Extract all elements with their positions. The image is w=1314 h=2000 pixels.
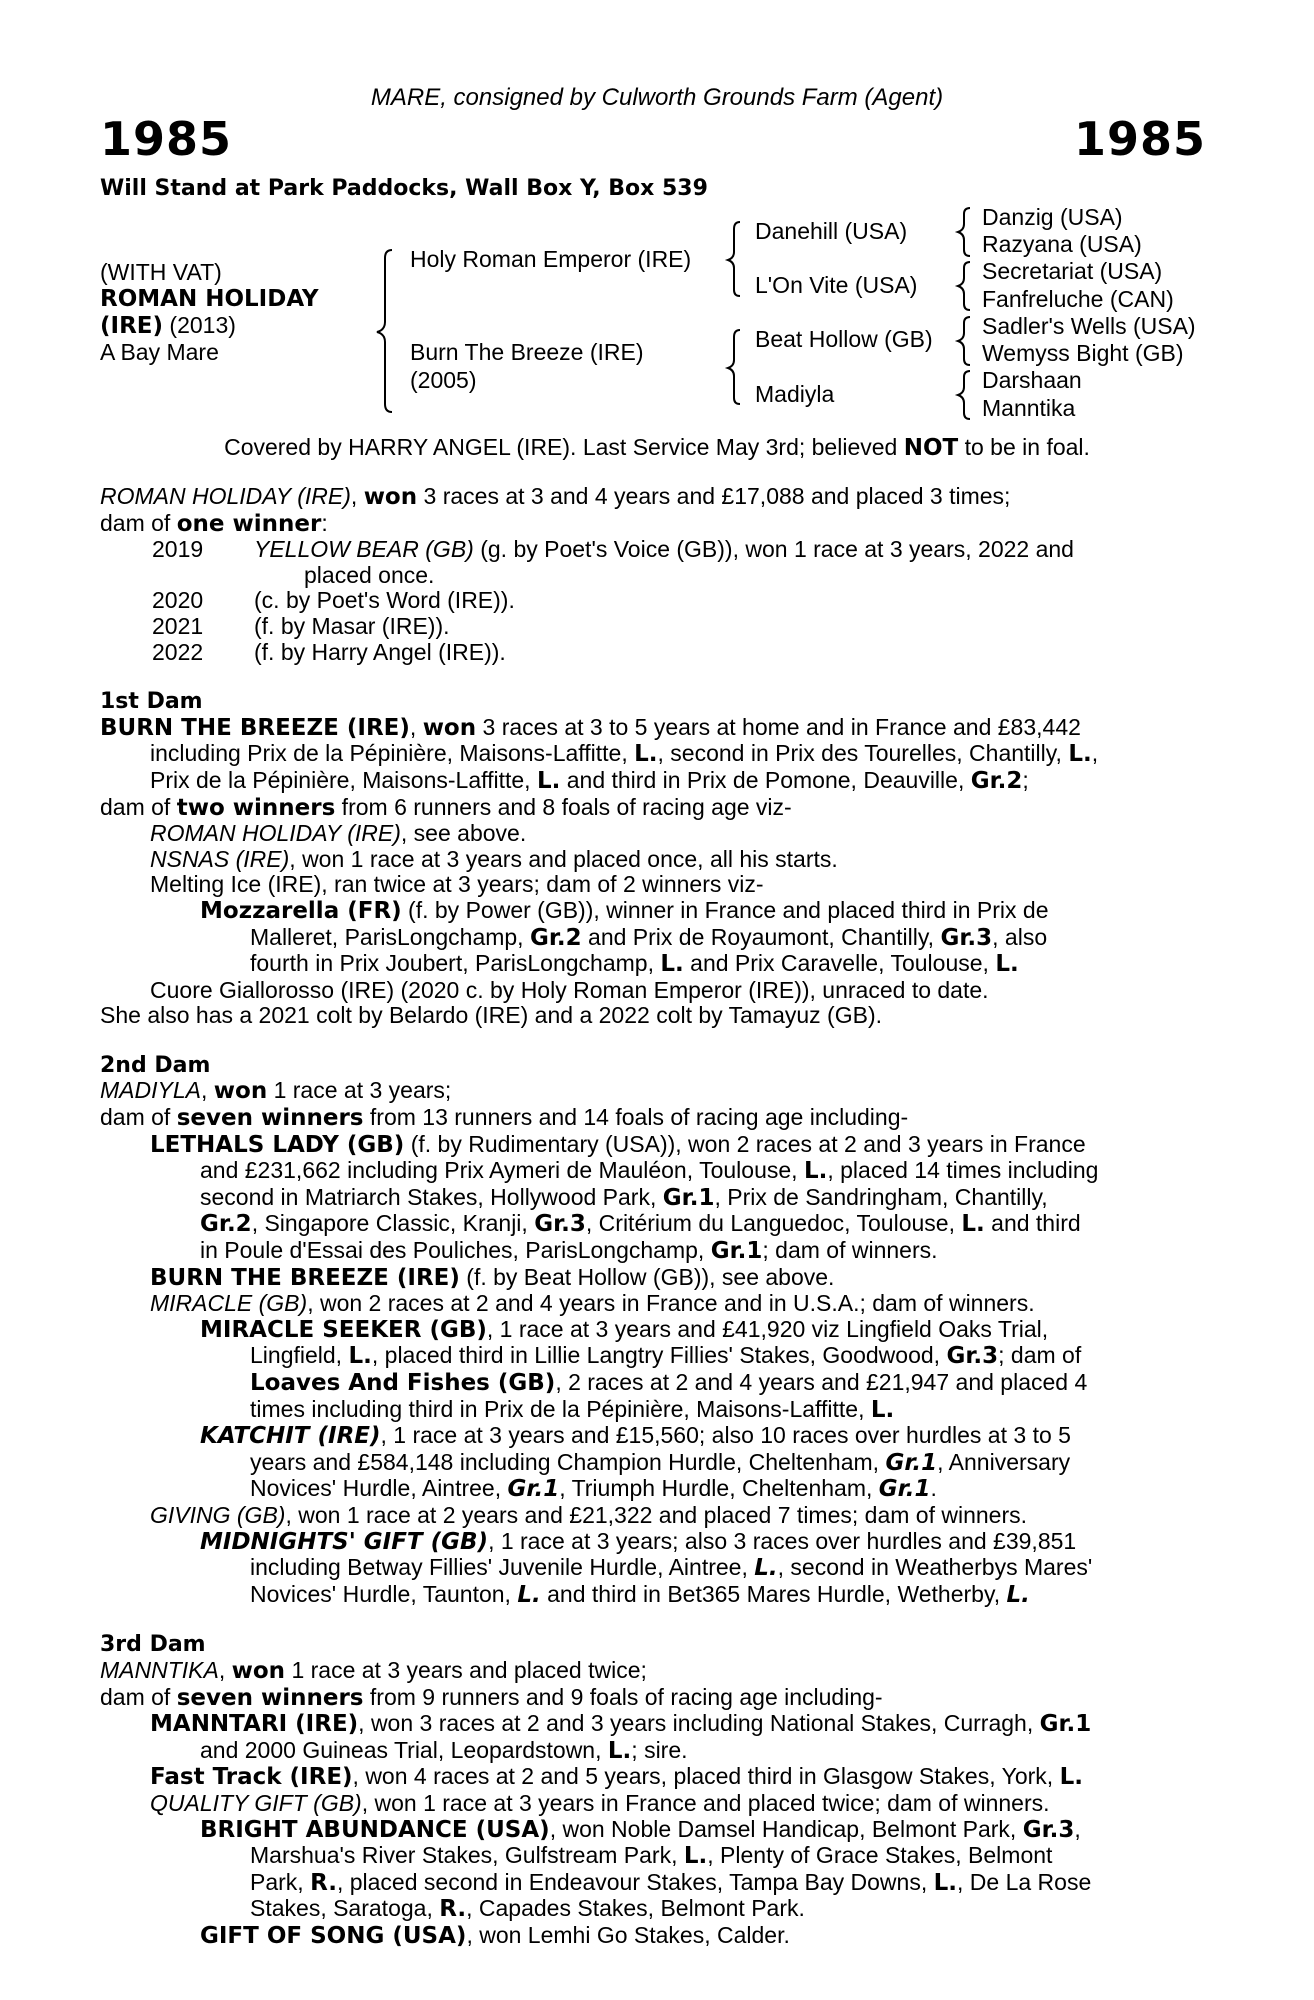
second-dam-produce	[100, 1105, 1204, 1132]
consignor-line: MARE, consigned by Culworth Grounds Farm (Agent)	[370, 84, 944, 111]
horse-name: ROMAN HOLIDAY (IRE)	[150, 820, 401, 847]
text-line	[100, 925, 1204, 952]
foal-text: (c. by Poet's Word (IRE)).	[254, 587, 515, 614]
text: dam of	[100, 1683, 177, 1710]
race-grade: L.	[634, 741, 658, 768]
gen3-ddd: Manntika	[982, 395, 1076, 421]
text: 3 races at 3 to 5 years at home and in France and £83,442	[476, 713, 1081, 740]
text: , 1 race at 3 years; also 3 races over hurdles and £39,851	[488, 1527, 1077, 1554]
won-label: won	[363, 484, 418, 510]
text: , won Lemhi Go Stakes, Calder.	[466, 1921, 790, 1948]
text: , also	[992, 923, 1048, 950]
text: 1 race at 3 years and placed twice;	[285, 1656, 647, 1683]
gen3-dds: Darshaan	[982, 367, 1082, 393]
stabling-line: Will Stand at Park Paddocks, Wall Box Y, Box 539	[100, 176, 708, 201]
foal-text-cont: placed once.	[304, 561, 435, 588]
race-grade: Gr.1	[878, 1476, 931, 1503]
gen3-sdd: Fanfreluche (CAN)	[982, 286, 1174, 312]
text-line	[100, 951, 1204, 978]
text: , won 4 races at 2 and 5 years, placed third in Glasgow Stakes, York,	[352, 1763, 1060, 1790]
horse-name: MANNTARI (IRE)	[150, 1711, 359, 1738]
produce-item	[100, 1370, 1204, 1397]
foal-text: (f. by Masar (IRE)).	[254, 612, 450, 639]
text: ,	[1074, 1815, 1081, 1842]
text: ,	[1091, 740, 1099, 767]
covering-text: Covered by HARRY ANGEL (IRE). Last Service May 3rd; believed	[224, 434, 904, 460]
produce-item	[100, 1265, 1204, 1292]
text: , placed second in Endeavour Stakes, Tampa Bay Downs,	[336, 1868, 934, 1895]
text: , Prix de Sandringham, Chantilly,	[714, 1183, 1048, 1210]
text: Malleret, ParisLongchamp,	[250, 923, 530, 950]
produce-item	[100, 898, 1204, 925]
catalogue-body	[100, 484, 1204, 1949]
text: , Critérium du Languedoc, Toulouse,	[585, 1210, 962, 1237]
sire: Holy Roman Emperor (IRE)	[410, 246, 692, 272]
race-grade: Gr.3	[1022, 1816, 1075, 1843]
third-dam-produce	[100, 1685, 1204, 1712]
text: ; dam of winners.	[762, 1237, 938, 1264]
horse-name: GIVING (GB)	[150, 1501, 286, 1528]
produce-item	[100, 1291, 1204, 1317]
horse-name	[100, 285, 319, 313]
race-grade: L.	[933, 1869, 958, 1896]
text: Stakes, Saratoga,	[250, 1895, 440, 1922]
horse-name: Loaves And Fishes (GB)	[250, 1370, 556, 1396]
race-grade: L.	[1059, 1764, 1083, 1791]
text: , Singapore Classic, Kranji,	[251, 1210, 535, 1237]
text: , second in Weatherbys Mares'	[777, 1554, 1093, 1581]
text: and third in Prix de Pomone, Deauville,	[560, 766, 971, 793]
text: in Poule d'Essai des Pouliches, ParisLongchamp,	[200, 1237, 711, 1264]
text: (f. by Rudimentary (USA)), won 2 races at 2 and 3 years in France	[404, 1130, 1086, 1157]
horse-name: NSNAS (IRE)	[150, 845, 290, 872]
text: and Prix Caravelle, Toulouse,	[683, 950, 996, 977]
text: from 13 runners and 14 foals of racing age including-	[363, 1104, 909, 1131]
lot-number-left: 1985	[100, 112, 233, 166]
winners-count: seven winners	[176, 1105, 364, 1132]
text-line	[100, 1476, 1204, 1503]
text: and £231,662 including Prix Aymeri de Mauléon, Toulouse,	[200, 1157, 804, 1184]
sire-dam: L'On Vite (USA)	[755, 272, 918, 298]
text: ; sire.	[631, 1736, 688, 1763]
foal-row	[100, 614, 1204, 640]
race-grade: L.	[660, 951, 684, 978]
text: from 9 runners and 9 foals of racing age including-	[363, 1683, 883, 1710]
first-dam-produce	[100, 795, 1204, 822]
text: , Capades Stakes, Belmont Park.	[466, 1895, 805, 1922]
text-line	[100, 1343, 1204, 1370]
race-grade: L.	[754, 1555, 778, 1582]
winners-count: one winner	[176, 510, 322, 537]
text: and 2000 Guineas Trial, Leopardstown,	[200, 1736, 608, 1763]
race-grade: Gr.3	[946, 1343, 999, 1370]
text: fourth in Prix Joubert, ParisLongchamp,	[250, 950, 661, 977]
text: 1 race at 3 years;	[267, 1077, 452, 1104]
text-line	[100, 1397, 1204, 1424]
race-grade: Gr.1	[710, 1238, 763, 1265]
won-label: won	[422, 714, 477, 741]
lot-number-right: 1985	[1073, 112, 1206, 166]
foal-year: 2020	[152, 587, 204, 614]
third-dam-heading: 3rd Dam	[100, 1632, 206, 1658]
gen3-sss: Danzig (USA)	[982, 204, 1123, 230]
horse-origin	[100, 312, 236, 340]
dam-name: MANNTIKA	[100, 1656, 219, 1683]
text: , 2 races at 2 and 4 years and £21,947 and placed 4	[555, 1369, 1088, 1395]
text: (f. by Power (GB)), winner in France and placed third in Prix de	[401, 896, 1049, 923]
text-line	[100, 1211, 1204, 1238]
text-line	[100, 741, 1204, 768]
horse-name: LETHALS LADY (GB)	[150, 1131, 405, 1158]
text: dam of	[100, 1104, 177, 1131]
gen3-dsd: Wemyss Bight (GB)	[982, 340, 1184, 366]
foal-row	[100, 640, 1204, 666]
text: , De La Rose	[957, 1868, 1092, 1895]
text: ; dam of	[998, 1342, 1082, 1369]
text: and Prix de Royaumont, Chantilly,	[581, 923, 941, 950]
produce-item	[100, 1711, 1204, 1738]
text-line	[100, 1238, 1204, 1265]
second-dam-heading: 2nd Dam	[100, 1052, 211, 1078]
covering-note	[0, 434, 1314, 461]
produce-item	[100, 1791, 1204, 1817]
winners-count: two winners	[176, 794, 336, 821]
covering-not: NOT	[903, 435, 959, 461]
horse-name: BURN THE BREEZE (IRE)	[150, 1264, 460, 1291]
race-grade: Gr.2	[529, 924, 582, 951]
race-grade: Gr.1	[507, 1476, 560, 1503]
text-line	[100, 1843, 1204, 1870]
race-grade: Gr.3	[940, 924, 993, 951]
race-grade: L.	[607, 1737, 632, 1764]
race-grade: L.	[683, 1843, 708, 1870]
horse-country: (IRE)	[100, 313, 164, 339]
mare-produce-summary	[100, 511, 1204, 538]
text: , won 3 races at 2 and 3 years including National Stakes, Curragh,	[358, 1710, 1040, 1737]
first-dam-heading: 1st Dam	[100, 689, 203, 715]
text: , placed third in Lillie Langtry Fillies' Stakes, Goodwood,	[371, 1342, 947, 1369]
horse-name: MIDNIGHTS' GIFT (GB)	[200, 1528, 489, 1555]
text: , 1 race at 3 years and £41,920 viz Lingfield Oaks Trial,	[486, 1315, 1049, 1342]
gen3-ssd: Razyana (USA)	[982, 231, 1142, 257]
produce-item	[100, 1423, 1204, 1450]
text: second in Matriarch Stakes, Hollywood Park,	[200, 1183, 663, 1210]
first-dam-record: BURN THE BREEZE (IRE), won 3 races at 3 to 5 years at home and in France and £83,442	[100, 713, 1081, 741]
text: Marshua's River Stakes, Gulfstream Park,	[250, 1842, 684, 1869]
race-grade: L.	[961, 1211, 985, 1238]
produce-item	[100, 1503, 1204, 1529]
text: , won 1 race at 3 years in France and placed twice; dam of winners.	[361, 1789, 1050, 1816]
won-label: won	[213, 1078, 268, 1105]
foal-year: 2022	[152, 638, 204, 665]
text: :	[321, 509, 328, 536]
produce-item	[100, 1132, 1204, 1159]
foal-year: 2019	[152, 536, 204, 563]
foal-row	[100, 588, 1204, 614]
produce-item	[100, 847, 1204, 873]
produce-item	[100, 1529, 1204, 1556]
race-grade: L.	[348, 1343, 372, 1370]
horse-name: GIFT OF SONG (USA)	[200, 1922, 467, 1949]
race-grade: Gr.3	[534, 1211, 586, 1238]
text: years and £584,148 including Champion Hurdle, Cheltenham,	[250, 1448, 886, 1475]
text: dam of	[100, 509, 177, 536]
race-grade: Gr.1	[1039, 1711, 1092, 1738]
text-line	[100, 1870, 1204, 1897]
race-grade: L.	[995, 951, 1019, 978]
text: , won 1 race at 3 years and placed once, all his starts.	[289, 845, 838, 872]
horse-name: Fast Track (IRE)	[150, 1764, 353, 1791]
text: (f. by Beat Hollow (GB)), see above.	[459, 1263, 835, 1290]
horse-name-text: ROMAN HOLIDAY	[100, 286, 319, 312]
foal-row	[100, 537, 1204, 588]
dam-dam: Madiyla	[755, 381, 835, 407]
race-grade: R.	[310, 1869, 337, 1896]
horse-year: (2013)	[163, 312, 236, 338]
foal-name: YELLOW BEAR (GB)	[254, 536, 474, 563]
horse-name: Mozzarella (FR)	[200, 897, 402, 924]
text: Lingfield,	[250, 1342, 349, 1369]
text: times including third in Prix de la Pépinière, Maisons-Laffitte,	[250, 1395, 871, 1422]
mare-record-text: 3 races at 3 and 4 years and £17,088 and placed 3 times;	[417, 483, 1011, 509]
race-grade: Gr.2	[970, 767, 1023, 794]
text: , placed 14 times including	[827, 1157, 1099, 1184]
sire-sire: Danehill (USA)	[755, 218, 908, 244]
gen3-dss: Sadler's Wells (USA)	[982, 313, 1196, 339]
text: from 6 runners and 8 foals of racing age viz-	[335, 793, 792, 820]
text-line	[100, 1738, 1204, 1765]
horse-description: A Bay Mare	[100, 339, 219, 365]
text-line	[100, 1450, 1204, 1477]
dam: Burn The Breeze (IRE)	[410, 339, 644, 365]
text: , see above.	[400, 820, 527, 847]
text: , won 1 race at 2 years and £21,322 and placed 7 times; dam of winners.	[285, 1501, 1028, 1528]
text: including Prix de la Pépinière, Maisons-Laffitte,	[150, 740, 635, 767]
horse-name: QUALITY GIFT (GB)	[150, 1789, 362, 1816]
later-produce: She also has a 2021 colt by Belardo (IRE) and a 2022 colt by Tamayuz (GB).	[100, 1002, 882, 1029]
text: , second in Prix des Tourelles, Chantilly,	[657, 740, 1069, 767]
text-line	[100, 1555, 1204, 1582]
produce-item	[100, 1764, 1204, 1791]
text: Novices' Hurdle, Taunton,	[250, 1580, 518, 1607]
text-line	[100, 768, 1204, 795]
horse-name: MIRACLE SEEKER (GB)	[200, 1316, 487, 1343]
gen3-sds: Secretariat (USA)	[982, 258, 1163, 284]
produce-item	[100, 1317, 1204, 1344]
winners-count: seven winners	[176, 1684, 364, 1711]
text: , Anniversary	[937, 1448, 1071, 1475]
race-grade: R.	[439, 1896, 467, 1923]
mare-name: ROMAN HOLIDAY (IRE)	[100, 483, 351, 509]
dam-sire: Beat Hollow (GB)	[755, 326, 933, 352]
produce-item: Cuore Giallorosso (IRE) (2020 c. by Holy Roman Emperor (IRE)), unraced to date.	[150, 976, 989, 1003]
produce-item	[100, 1817, 1204, 1844]
dam-name: MADIYLA	[100, 1077, 201, 1104]
text-line	[100, 1185, 1204, 1212]
text: Novices' Hurdle, Aintree,	[250, 1475, 508, 1502]
text: Park,	[250, 1868, 311, 1895]
race-grade: L.	[803, 1158, 828, 1185]
text: and third	[984, 1210, 1081, 1237]
text: , Triumph Hurdle, Cheltenham,	[559, 1475, 879, 1502]
text-line	[100, 1896, 1204, 1923]
text: , Plenty of Grace Stakes, Belmont	[707, 1842, 1053, 1869]
dam-name: BURN THE BREEZE (IRE)	[100, 714, 410, 741]
mare-record: ROMAN HOLIDAY (IRE), won 3 races at 3 and 4 years and £17,088 and placed 3 times;	[100, 483, 1011, 510]
text: dam of	[100, 793, 177, 820]
race-grade: L.	[517, 1581, 541, 1608]
race-grade: Gr.2	[200, 1211, 252, 1238]
text: and third in Bet365 Mares Hurdle, Wetherby,	[540, 1580, 1007, 1607]
vat-note: (WITH VAT)	[100, 259, 222, 285]
race-grade: L.	[1068, 741, 1092, 768]
produce-item	[100, 821, 1204, 847]
horse-name: KATCHIT (IRE)	[200, 1423, 381, 1450]
text-line	[100, 1582, 1204, 1609]
foal-text: (f. by Harry Angel (IRE)).	[254, 638, 506, 665]
dam-year: (2005)	[410, 367, 477, 393]
text: , won Noble Damsel Handicap, Belmont Park,	[549, 1815, 1023, 1842]
text: including Betway Fillies' Juvenile Hurdle, Aintree,	[250, 1554, 755, 1581]
produce-item: Melting Ice (IRE), ran twice at 3 years; dam of 2 winners viz-	[150, 871, 764, 898]
race-grade: Gr.1	[662, 1184, 715, 1211]
horse-name: BRIGHT ABUNDANCE (USA)	[200, 1816, 550, 1843]
race-grade: L.	[536, 767, 561, 794]
race-grade: L.	[870, 1396, 895, 1423]
horse-name: MIRACLE (GB)	[150, 1290, 308, 1317]
race-grade: L.	[1006, 1581, 1030, 1608]
foal-year: 2021	[152, 612, 204, 639]
text: , 1 race at 3 years and £15,560; also 10 races over hurdles at 3 to 5	[380, 1422, 1071, 1449]
produce-item	[100, 1923, 1204, 1950]
third-dam-record: MANNTIKA, won 1 race at 3 years and placed twice;	[100, 1656, 647, 1684]
foal-text: (g. by Poet's Voice (GB)), won 1 race at 3 years, 2022 and	[473, 536, 1074, 563]
won-label: won	[231, 1657, 286, 1684]
covering-text-end: to be in foal.	[958, 434, 1090, 460]
text-line	[100, 1158, 1204, 1185]
race-grade: Gr.1	[885, 1449, 938, 1476]
text: .	[930, 1475, 937, 1502]
text: Prix de la Pépinière, Maisons-Laffitte,	[150, 766, 537, 793]
text: , won 2 races at 2 and 4 years in France and in U.S.A.; dam of winners.	[307, 1290, 1035, 1317]
text: ;	[1022, 766, 1029, 793]
second-dam-record: MADIYLA, won 1 race at 3 years;	[100, 1077, 452, 1105]
